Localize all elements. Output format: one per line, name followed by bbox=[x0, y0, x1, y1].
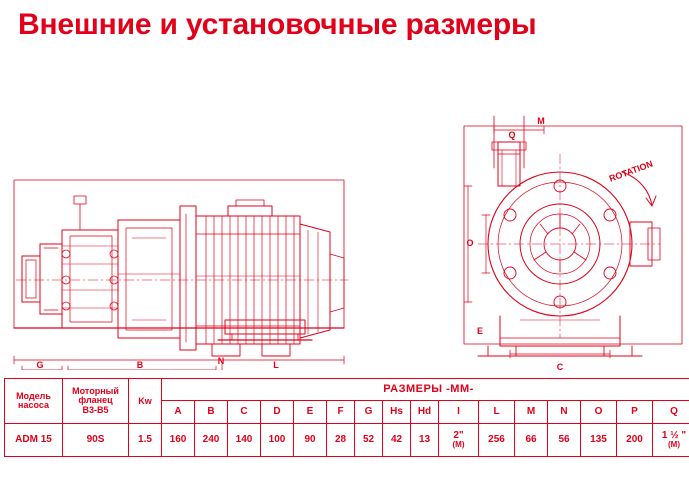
label-rotation: ROTATION bbox=[607, 158, 655, 184]
drawings-svg bbox=[0, 58, 689, 370]
cell-O: 135 bbox=[581, 424, 617, 457]
cell-E: 90 bbox=[294, 424, 327, 457]
header-dim-O: O bbox=[581, 401, 617, 424]
header-dim-D: D bbox=[261, 401, 294, 424]
cell-Hd: 13 bbox=[411, 424, 439, 457]
cell-M: 66 bbox=[515, 424, 548, 457]
page-title: Внешние и установочные размеры bbox=[18, 8, 537, 41]
label-Q: Q bbox=[508, 130, 516, 140]
cell-C: 140 bbox=[228, 424, 261, 457]
label-E: E bbox=[476, 326, 484, 336]
header-dim-F: F bbox=[327, 401, 355, 424]
cell-L: 256 bbox=[479, 424, 515, 457]
header-dim-C: C bbox=[228, 401, 261, 424]
header-dim-M: M bbox=[515, 401, 548, 424]
table-header-row-1 bbox=[5, 379, 689, 401]
header-dim-N: N bbox=[548, 401, 581, 424]
header-dim-I: I bbox=[439, 401, 479, 424]
label-O: O bbox=[466, 238, 474, 248]
cell-Q: 1 ½ " (M) bbox=[653, 424, 689, 457]
label-C: C bbox=[556, 362, 564, 370]
header-dim-E: E bbox=[294, 401, 327, 424]
header-dim-A: A bbox=[162, 401, 195, 424]
cell-A: 160 bbox=[162, 424, 195, 457]
cell-model: ADM 15 bbox=[5, 424, 63, 457]
header-dim-Q: Q bbox=[653, 401, 689, 424]
table-row bbox=[5, 424, 689, 457]
dimensions-table bbox=[4, 378, 689, 457]
label-G: G bbox=[36, 360, 44, 370]
header-dim-P: P bbox=[617, 401, 653, 424]
header-dim-Hd: Hd bbox=[411, 401, 439, 424]
header-model: Модель насоса bbox=[5, 379, 63, 424]
dimensions-table-wrapper bbox=[4, 378, 685, 457]
header-dim-L: L bbox=[479, 401, 515, 424]
cell-P: 200 bbox=[617, 424, 653, 457]
cell-kw: 1.5 bbox=[129, 424, 162, 457]
cell-flange: 90S bbox=[63, 424, 129, 457]
cell-G: 52 bbox=[355, 424, 383, 457]
label-L: L bbox=[273, 360, 279, 370]
cell-B: 240 bbox=[195, 424, 228, 457]
header-dim-G: G bbox=[355, 401, 383, 424]
header-dim-Hs: Hs bbox=[383, 401, 411, 424]
technical-drawings bbox=[0, 58, 689, 370]
header-kw: Kw bbox=[129, 379, 162, 424]
cell-N: 56 bbox=[548, 424, 581, 457]
header-sizes: РАЗМЕРЫ -ММ- bbox=[162, 379, 689, 401]
label-M: M bbox=[537, 116, 545, 126]
label-N: N bbox=[217, 356, 225, 366]
header-dim-B: B bbox=[195, 401, 228, 424]
cell-I: 2" (M) bbox=[439, 424, 479, 457]
label-B: B bbox=[136, 360, 144, 370]
cell-D: 100 bbox=[261, 424, 294, 457]
cell-Hs: 42 bbox=[383, 424, 411, 457]
header-motor-flange: Моторный фланец B3-B5 bbox=[63, 379, 129, 424]
cell-F: 28 bbox=[327, 424, 355, 457]
